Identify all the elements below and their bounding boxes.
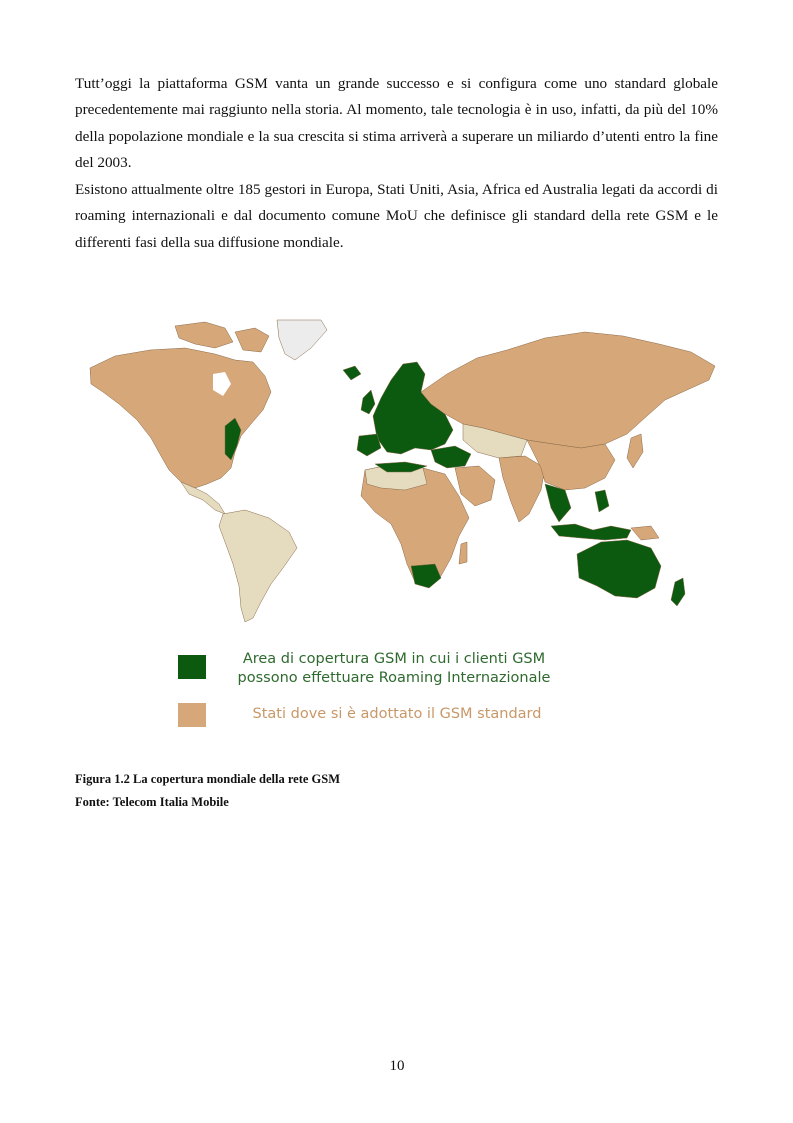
arctic-islands-2 (235, 328, 269, 352)
central-america (181, 482, 225, 514)
body-paragraph-2: Esistono attualmente oltre 185 gestori in Europa, Stati Uniti, Asia, Africa ed Australia legati da accordi di roaming internazionali e dal documento comune MoU che definisce gli standard della rete GSM e le differenti fasi della sua diffusione mondiale. (75, 181, 718, 251)
legend-label-gsm-standard: Stati dove si è adottato il GSM standard (252, 706, 542, 722)
south-america (219, 510, 297, 622)
india (499, 456, 545, 522)
south-africa (411, 564, 441, 588)
legend-label-gsm-roaming (222, 650, 566, 688)
page-number: 10 (389, 1058, 405, 1074)
legend-swatch-gsm-standard (178, 703, 206, 727)
new-zealand (671, 578, 685, 606)
uk (361, 390, 375, 414)
new-guinea (631, 526, 659, 540)
turkey-middle-east (431, 446, 471, 468)
legend-label-gsm-line2: possono effettuare Roaming Internazionale (237, 670, 551, 686)
philippines (595, 490, 609, 512)
figure-source: Fonte: Telecom Italia Mobile (75, 795, 229, 809)
figure-caption: Figura 1.2 La copertura mondiale della rete GSM (75, 772, 341, 786)
iberia (357, 434, 381, 456)
body-paragraph-1: Tutt’oggi la piattaforma GSM vanta un grande successo e si configura come uno standard globale precedentemente mai raggiunto nella storia. Al momento, tale tecnologia è in uso, infatti, da più del 10% della popolazione mondiale e la sua crescita si stima arriverà a superare un miliardo d’utenti entro la fine del 2003. (75, 75, 718, 171)
australia (577, 540, 661, 598)
legend-label-gsm-line1: Area di copertura GSM in cui i clienti GSM (242, 651, 546, 667)
indonesia (551, 524, 631, 540)
greenland (277, 320, 327, 360)
map-land (90, 320, 715, 622)
iceland (343, 366, 361, 380)
arctic-islands (175, 322, 233, 348)
north-america (90, 348, 271, 488)
legend-swatch-gsm-roaming (178, 655, 206, 679)
japan (627, 434, 643, 468)
world-gsm-coverage-map (75, 318, 727, 630)
madagascar (459, 542, 467, 564)
